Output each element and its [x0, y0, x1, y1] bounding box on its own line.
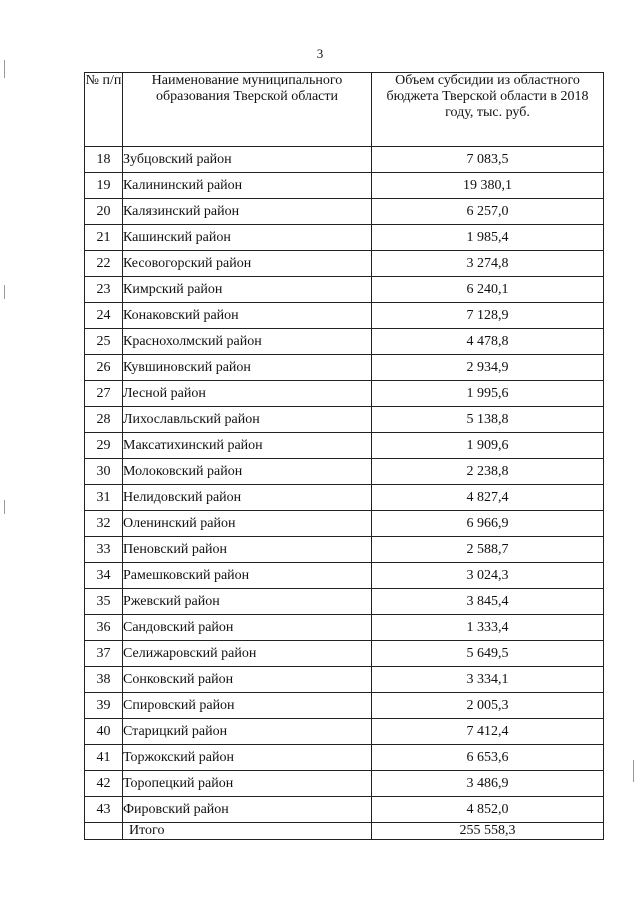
municipality-name: Торжокский район: [123, 745, 372, 771]
subsidy-amount: 1 909,6: [372, 433, 604, 459]
municipality-name: Конаковский район: [123, 303, 372, 329]
subsidy-amount: 6 653,6: [372, 745, 604, 771]
total-label: Итого: [123, 823, 372, 840]
municipality-name: Нелидовский район: [123, 485, 372, 511]
subsidy-amount: 3 486,9: [372, 771, 604, 797]
subsidy-amount: 4 478,8: [372, 329, 604, 355]
row-number: 24: [85, 303, 123, 329]
municipality-name: Оленинский район: [123, 511, 372, 537]
table-row: [85, 173, 604, 199]
table-row: [85, 485, 604, 511]
row-number: 42: [85, 771, 123, 797]
municipality-name: Калязинский район: [123, 199, 372, 225]
table-header: [85, 73, 604, 147]
row-number: 33: [85, 537, 123, 563]
subsidy-table: [84, 72, 604, 840]
page-number: 3: [316, 46, 324, 61]
table-row: [85, 667, 604, 693]
table-row: [85, 745, 604, 771]
subsidy-amount: 3 024,3: [372, 563, 604, 589]
subsidy-amount: 3 845,4: [372, 589, 604, 615]
table-row: [85, 615, 604, 641]
subsidy-amount: 5 649,5: [372, 641, 604, 667]
table-row: [85, 329, 604, 355]
row-number: 32: [85, 511, 123, 537]
municipality-name: Лесной район: [123, 381, 372, 407]
subsidy-amount: 3 334,1: [372, 667, 604, 693]
table-row: [85, 225, 604, 251]
subsidy-amount: 4 852,0: [372, 797, 604, 823]
subsidy-amount: 2 238,8: [372, 459, 604, 485]
row-number: 22: [85, 251, 123, 277]
table-row: [85, 433, 604, 459]
table-row: [85, 589, 604, 615]
row-number: 38: [85, 667, 123, 693]
table-row: [85, 641, 604, 667]
subsidy-amount: 7 412,4: [372, 719, 604, 745]
subsidy-amount: 6 257,0: [372, 199, 604, 225]
municipality-name: Кимрский район: [123, 277, 372, 303]
subsidy-amount: 2 005,3: [372, 693, 604, 719]
subsidy-amount: 5 138,8: [372, 407, 604, 433]
row-number: 18: [85, 147, 123, 173]
municipality-name: Зубцовский район: [123, 147, 372, 173]
subsidy-amount: 19 380,1: [372, 173, 604, 199]
table-row: [85, 511, 604, 537]
row-number: 36: [85, 615, 123, 641]
subsidy-amount: 4 827,4: [372, 485, 604, 511]
subsidy-amount: 2 588,7: [372, 537, 604, 563]
subsidy-amount: 1 333,4: [372, 615, 604, 641]
row-number: 20: [85, 199, 123, 225]
municipality-name: Торопецкий район: [123, 771, 372, 797]
municipality-name: Спировский район: [123, 693, 372, 719]
row-number: 30: [85, 459, 123, 485]
table-footer: [85, 823, 604, 840]
scan-mark-left-mid: [4, 285, 5, 299]
table-row: [85, 537, 604, 563]
municipality-name: Краснохолмский район: [123, 329, 372, 355]
subsidy-amount: 6 966,9: [372, 511, 604, 537]
row-number: 40: [85, 719, 123, 745]
table-body: [85, 147, 604, 823]
municipality-name: Ржевский район: [123, 589, 372, 615]
table-row: [85, 303, 604, 329]
row-number: 25: [85, 329, 123, 355]
row-number: 35: [85, 589, 123, 615]
table-row: [85, 407, 604, 433]
subsidy-amount: 7 083,5: [372, 147, 604, 173]
header-subsidy-amount: Объем субсидии из областного бюджета Тверской области в 2018 году, тыс. руб.: [372, 73, 604, 147]
scan-mark-left-top: [4, 60, 5, 78]
table-row: [85, 277, 604, 303]
row-number: 41: [85, 745, 123, 771]
subsidy-amount: 3 274,8: [372, 251, 604, 277]
table-row: [85, 719, 604, 745]
row-number: 26: [85, 355, 123, 381]
municipality-name: Кувшиновский район: [123, 355, 372, 381]
municipality-name: Рамешковский район: [123, 563, 372, 589]
row-number: 29: [85, 433, 123, 459]
total-number-cell: [85, 823, 123, 840]
table-row: [85, 355, 604, 381]
row-number: 27: [85, 381, 123, 407]
table-row: [85, 381, 604, 407]
total-row: [85, 823, 604, 840]
subsidy-amount: 7 128,9: [372, 303, 604, 329]
municipality-name: Кашинский район: [123, 225, 372, 251]
table-row: [85, 199, 604, 225]
subsidy-amount: 1 995,6: [372, 381, 604, 407]
scan-mark-right-low: [633, 760, 634, 782]
table-row: [85, 251, 604, 277]
table-row: [85, 797, 604, 823]
municipality-name: Сонковский район: [123, 667, 372, 693]
table-row: [85, 693, 604, 719]
municipality-name: Калининский район: [123, 173, 372, 199]
municipality-name: Лихославльский район: [123, 407, 372, 433]
header-number: № п/п: [85, 73, 123, 147]
municipality-name: Фировский район: [123, 797, 372, 823]
municipality-name: Старицкий район: [123, 719, 372, 745]
total-amount: 255 558,3: [372, 823, 604, 840]
subsidy-amount: 1 985,4: [372, 225, 604, 251]
municipality-name: Сандовский район: [123, 615, 372, 641]
scan-mark-left-low: [4, 500, 5, 514]
municipality-name: Молоковский район: [123, 459, 372, 485]
row-number: 28: [85, 407, 123, 433]
row-number: 31: [85, 485, 123, 511]
header-municipality-name: Наименование муниципального образования Тверской области: [123, 73, 372, 147]
row-number: 23: [85, 277, 123, 303]
municipality-name: Кесовогорский район: [123, 251, 372, 277]
table-row: [85, 459, 604, 485]
subsidy-amount: 6 240,1: [372, 277, 604, 303]
row-number: 19: [85, 173, 123, 199]
municipality-name: Максатихинский район: [123, 433, 372, 459]
subsidy-amount: 2 934,9: [372, 355, 604, 381]
table-row: [85, 771, 604, 797]
row-number: 21: [85, 225, 123, 251]
table-row: [85, 563, 604, 589]
row-number: 34: [85, 563, 123, 589]
municipality-name: Селижаровский район: [123, 641, 372, 667]
row-number: 43: [85, 797, 123, 823]
row-number: 37: [85, 641, 123, 667]
table-row: [85, 147, 604, 173]
municipality-name: Пеновский район: [123, 537, 372, 563]
row-number: 39: [85, 693, 123, 719]
